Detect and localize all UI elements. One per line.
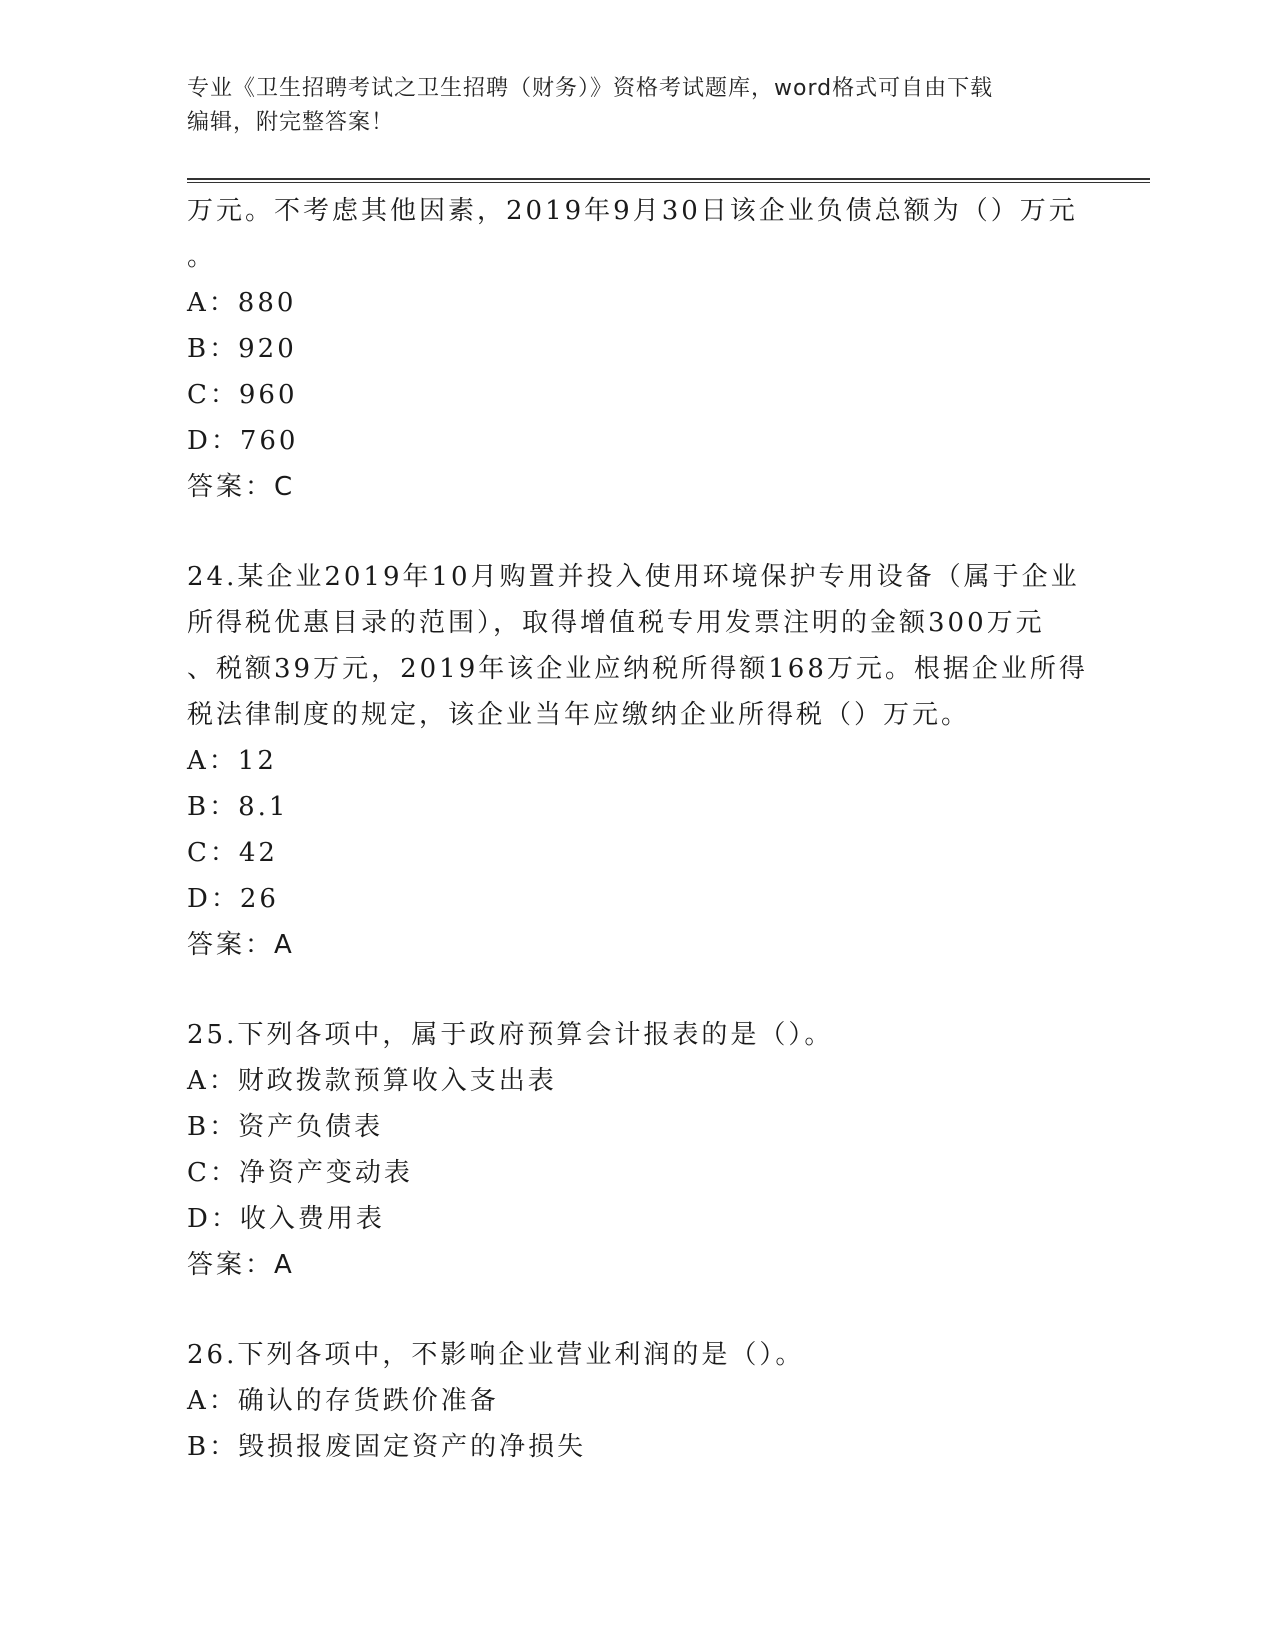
answer-label: 答案：A xyxy=(187,930,295,960)
question-text-line: 万元。不考虑其他因素，2019年9月30日该企业负债总额为（）万元 xyxy=(187,196,1078,226)
option-b: B：8.1 xyxy=(187,792,289,822)
option-d: D：收入费用表 xyxy=(187,1204,385,1234)
option-a: A：财政拨款预算收入支出表 xyxy=(187,1066,557,1096)
question-text-line: 24.某企业2019年10月购置并投入使用环境保护专用设备（属于企业 xyxy=(187,562,1080,592)
spacer xyxy=(187,510,1087,554)
answer-label: 答案：A xyxy=(187,1250,295,1280)
question-24-block xyxy=(187,554,1087,968)
question-text-line: 26.下列各项中，不影响企业营业利润的是（）。 xyxy=(187,1340,805,1370)
option-a: A：12 xyxy=(187,746,277,776)
option-a: A：确认的存货跌价准备 xyxy=(187,1386,499,1416)
question-26-block xyxy=(187,1332,1087,1470)
header-line: 专业《卫生招聘考试之卫生招聘（财务）》资格考试题库，word格式可自由下载 xyxy=(187,76,994,101)
header-divider xyxy=(187,178,1150,183)
question-text-line: 25.下列各项中，属于政府预算会计报表的是（）。 xyxy=(187,1020,834,1050)
question-text-line: 所得税优惠目录的范围），取得增值税专用发票注明的金额300万元 xyxy=(187,608,1045,638)
option-a: A：880 xyxy=(187,288,297,318)
option-b: B：920 xyxy=(187,334,297,364)
option-d: D：760 xyxy=(187,426,299,456)
option-d: D：26 xyxy=(187,884,279,914)
question-text-line: 税法律制度的规定，该企业当年应缴纳企业所得税（）万元。 xyxy=(187,700,971,730)
option-b: B：毁损报废固定资产的净损失 xyxy=(187,1432,587,1462)
question-text-line: 、税额39万元，2019年该企业应纳税所得额168万元。根据企业所得 xyxy=(187,654,1088,684)
option-c: C：42 xyxy=(187,838,278,868)
question-content xyxy=(187,188,1087,1470)
option-c: C：净资产变动表 xyxy=(187,1158,413,1188)
header-line: 编辑，附完整答案！ xyxy=(187,110,395,135)
document-header xyxy=(187,72,1067,140)
question-25-block xyxy=(187,1012,1087,1288)
question-23-block xyxy=(187,188,1087,510)
spacer xyxy=(187,1288,1087,1332)
answer-label: 答案：C xyxy=(187,472,296,502)
option-b: B：资产负债表 xyxy=(187,1112,384,1142)
option-c: C：960 xyxy=(187,380,298,410)
spacer xyxy=(187,968,1087,1012)
question-text-line: 。 xyxy=(187,242,217,272)
